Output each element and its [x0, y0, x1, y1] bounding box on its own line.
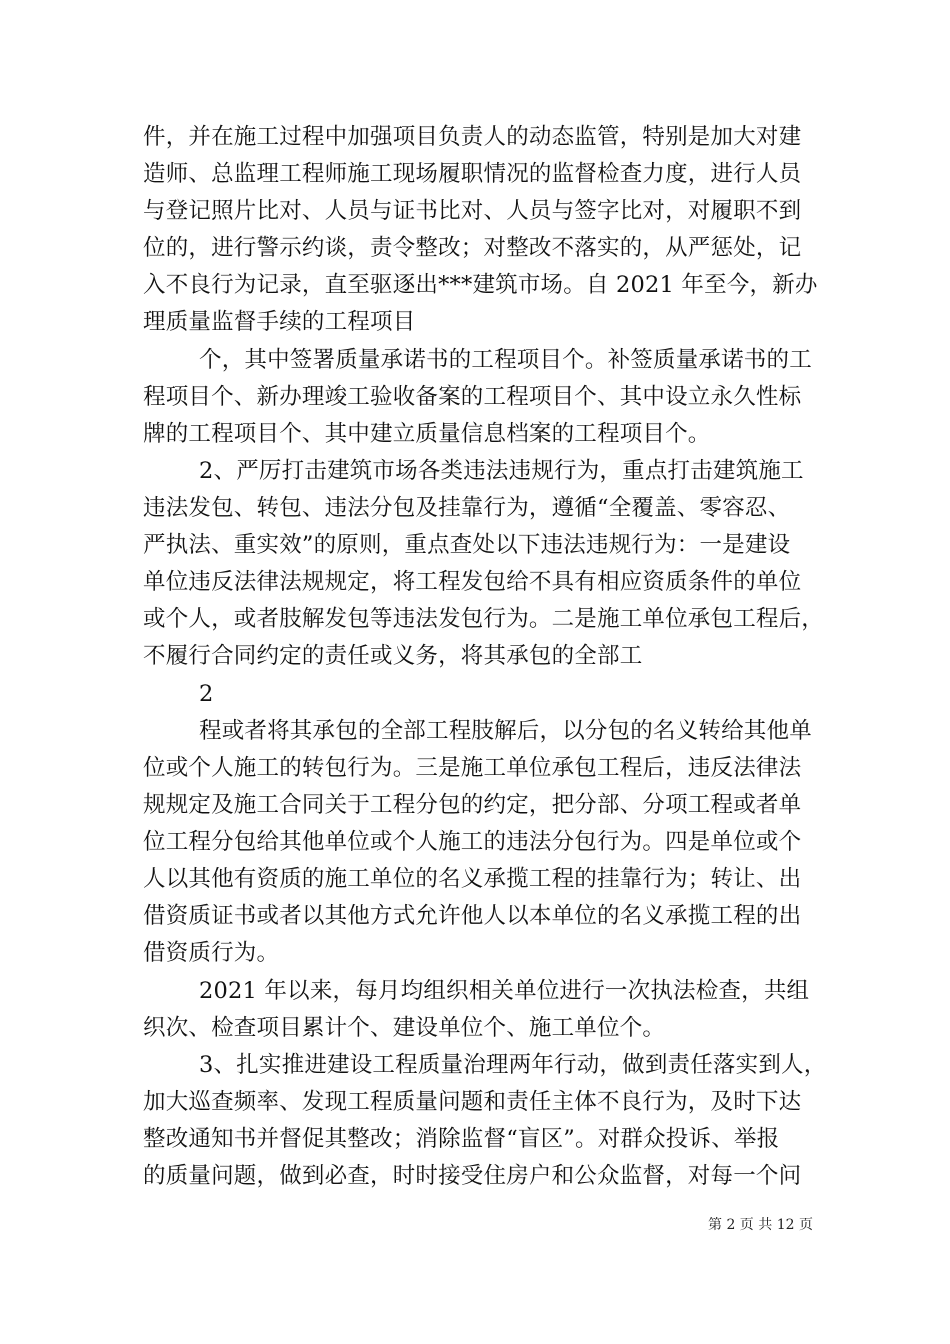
text-line: 造师、总监理工程师施工现场履职情况的监督检查力度，进行人员 — [143, 161, 802, 187]
text-line: 借资质行为。 — [143, 940, 280, 966]
text-line: 规规定及施工合同关于工程分包的约定，把分部、分项工程或者单 — [143, 792, 802, 818]
text-line: 的质量问题，做到必查，时时接受住房户和公众监督，对每一个问 — [143, 1163, 802, 1189]
text-line: 位或个人施工的转包行为。三是施工单位承包工程后，违反法律法 — [143, 755, 802, 781]
text-line: 织次、检查项目累计个、建设单位个、施工单位个。 — [143, 1015, 666, 1041]
page-footer: 第 2 页 共 12 页 — [708, 1217, 813, 1233]
text-line: 严执法、重实效”的原则，重点查处以下违法违规行为：一是建设 — [143, 532, 791, 558]
text-line: 程或者将其承包的全部工程肢解后，以分包的名义转给其他单 — [199, 718, 812, 744]
text-line: 2021 年以来，每月均组织相关单位进行一次执法检查，共组 — [199, 978, 810, 1004]
text-line: 违法发包、转包、违法分包及挂靠行为，遵循“全覆盖、零容忍、 — [143, 495, 791, 521]
page-marker: 2 — [199, 681, 214, 707]
text-line: 个，其中签署质量承诺书的工程项目个。补签质量承诺书的工 — [199, 347, 812, 373]
text-line: 理质量监督手续的工程项目 — [143, 309, 416, 335]
text-line: 整改通知书并督促其整改；消除监督“盲区”。对群众投诉、举报 — [143, 1126, 780, 1152]
text-line: 3、扎实推进建设工程质量治理两年行动，做到责任落实到人， — [199, 1052, 827, 1078]
text-line: 位工程分包给其他单位或个人施工的违法分包行为。四是单位或个 — [143, 829, 802, 855]
text-line: 牌的工程项目个、其中建立质量信息档案的工程项目个。 — [143, 421, 711, 447]
text-line: 位的，进行警示约谈，责令整改；对整改不落实的，从严惩处，记 — [143, 235, 802, 261]
text-line: 借资质证书或者以其他方式允许他人以本单位的名义承揽工程的出 — [143, 903, 802, 929]
text-line: 人以其他有资质的施工单位的名义承揽工程的挂靠行为；转让、出 — [143, 866, 802, 892]
text-line: 加大巡查频率、发现工程质量问题和责任主体不良行为，及时下达 — [143, 1089, 802, 1115]
text-line: 2、严厉打击建筑市场各类违法违规行为，重点打击建筑施工 — [199, 458, 804, 484]
text-line: 单位违反法律法规规定，将工程发包给不具有相应资质条件的单位 — [143, 569, 802, 595]
text-line: 入不良行为记录，直至驱逐出***建筑市场。自 2021 年至今，新办 — [143, 272, 818, 298]
text-line: 程项目个、新办理竣工验收备案的工程项目个、其中设立永久性标 — [143, 384, 802, 410]
text-line: 与登记照片比对、人员与证书比对、人员与签字比对，对履职不到 — [143, 198, 802, 224]
text-line: 不履行合同约定的责任或义务，将其承包的全部工 — [143, 643, 643, 669]
text-line: 件，并在施工过程中加强项目负责人的动态监管，特别是加大对建 — [143, 124, 802, 150]
text-line: 或个人，或者肢解发包等违法发包行为。二是施工单位承包工程后， — [143, 606, 825, 632]
